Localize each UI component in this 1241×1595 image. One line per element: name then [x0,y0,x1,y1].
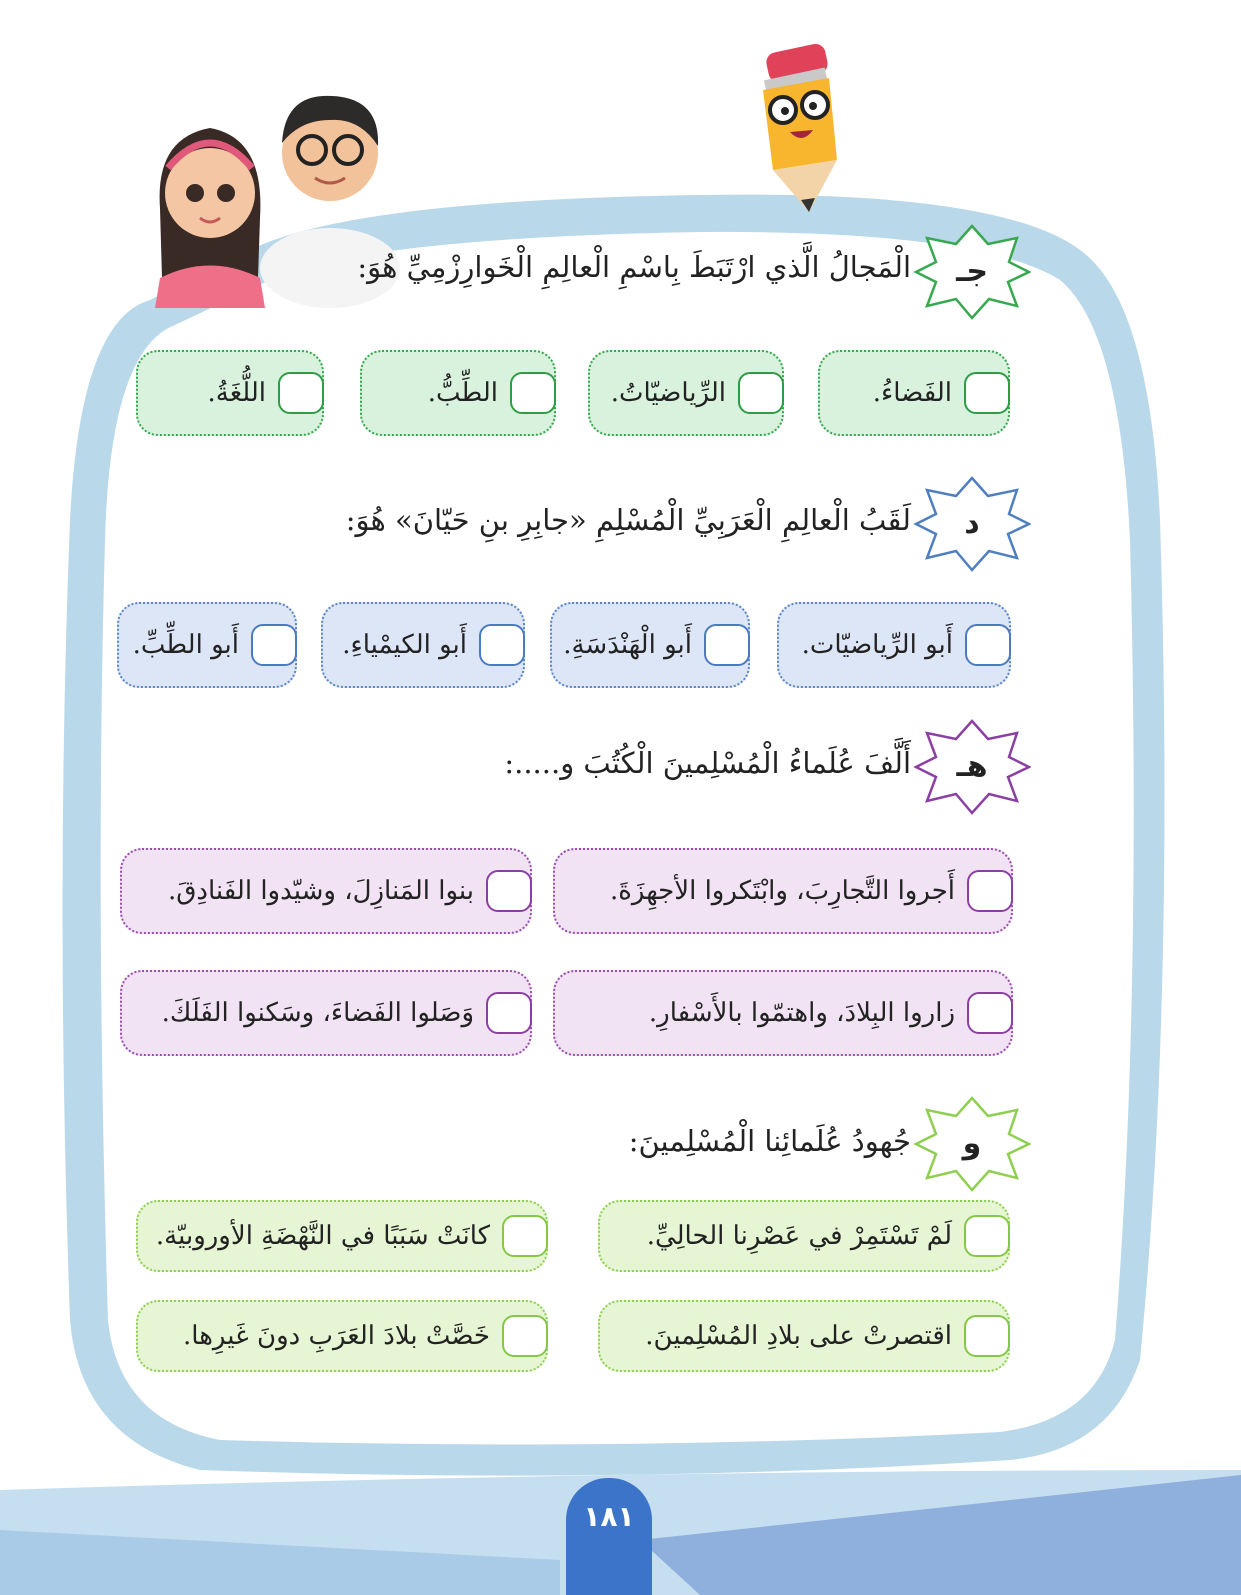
answer-label: اللُّغَةُ. [207,378,266,408]
answer-option[interactable] [136,1300,548,1372]
answer-checkbox[interactable] [510,372,556,414]
answer-label: أَبو الرِّياضيّات. [801,630,953,660]
answer-label: الرِّياضيّاتُ. [610,378,726,408]
answer-checkbox[interactable] [964,372,1010,414]
page-number: ١٨١ [566,1478,652,1595]
answer-label: الطِّبُّ. [427,378,498,408]
answer-checkbox[interactable] [967,870,1013,912]
question-letter: هـ [956,748,988,784]
answer-option[interactable] [598,1200,1010,1272]
answer-label: أَبو الطِّبِّ. [132,630,239,660]
answer-label: وَصَلوا الفَضاءَ، وسَكنوا الفَلَكَ. [161,998,474,1028]
answer-checkbox[interactable] [738,372,784,414]
answer-checkbox[interactable] [486,992,532,1034]
question-text: جُهودُ عُلَمائِنا الْمُسْلِمينَ: [628,1124,911,1158]
answer-checkbox[interactable] [967,992,1013,1034]
answer-label: اقتصرتْ على بلادِ المُسْلِمينَ. [645,1321,952,1351]
answer-checkbox[interactable] [479,624,525,666]
answer-option[interactable] [136,350,324,436]
answer-checkbox[interactable] [502,1215,548,1257]
answer-option[interactable] [553,848,1013,934]
answer-label: لَمْ تَسْتَمِرْ في عَصْرِنا الحالِيِّ. [646,1221,952,1251]
answer-option[interactable] [588,350,784,436]
answer-option[interactable] [598,1300,1010,1372]
answer-checkbox[interactable] [964,1215,1010,1257]
answer-label: الفَضاءُ. [872,378,952,408]
answer-label: أَبو الْهَنْدَسَةِ. [563,630,692,660]
question-badge-f [913,1094,1031,1192]
answer-option[interactable] [321,602,525,688]
answer-checkbox[interactable] [964,1315,1010,1357]
answer-option[interactable] [117,602,297,688]
answer-checkbox[interactable] [965,624,1011,666]
question-text: أَلَّفَ عُلَماءُ الْمُسْلِمينَ الْكُتُبَ و.....: [504,746,911,780]
question-text: الْمَجالُ الَّذي ارْتَبَطَ بِاسْمِ الْعالِمِ الْخَوارِزْمِيِّ هُوَ: [357,250,911,284]
answer-option[interactable] [120,848,532,934]
answer-checkbox[interactable] [486,870,532,912]
answer-option[interactable] [777,602,1011,688]
pencil-mascot-illustration [745,40,845,220]
question-text: لَقَبُ الْعالِمِ الْعَرَبِيِّ الْمُسْلِمِ «جابِرِ بنِ حَيّانَ» هُوَ: [345,503,911,537]
answer-option[interactable] [360,350,556,436]
question-badge-e [913,717,1031,815]
question-letter: جـ [956,253,988,289]
answer-label: زاروا البِلادَ، واهتمّوا بالأَسْفارِ. [648,998,955,1028]
answer-option[interactable] [553,970,1013,1056]
question-letter: و [962,1125,982,1161]
answer-option[interactable] [136,1200,548,1272]
answer-option[interactable] [120,970,532,1056]
answer-checkbox[interactable] [704,624,750,666]
answer-label: بنوا المَنازِلَ، وشيّدوا الفَنادِقَ. [167,876,474,906]
question-letter: د [964,505,980,541]
answer-option[interactable] [550,602,750,688]
question-badge-d [913,474,1031,572]
answer-checkbox[interactable] [278,372,324,414]
answer-option[interactable] [818,350,1010,436]
answer-checkbox[interactable] [502,1315,548,1357]
answer-label: خَصَّتْ بلادَ العَرَبِ دونَ غَيرِها. [183,1321,490,1351]
answer-label: أَجروا التَّجارِبَ، وابْتَكروا الأجهِزَةَ. [609,876,955,906]
answer-label: كانَتْ سَبَبًا في النَّهْضَةِ الأوروبيّة. [155,1221,490,1251]
question-badge-c [913,222,1031,320]
answer-label: أَبو الكيمْياءِ. [342,630,467,660]
answer-checkbox[interactable] [251,624,297,666]
